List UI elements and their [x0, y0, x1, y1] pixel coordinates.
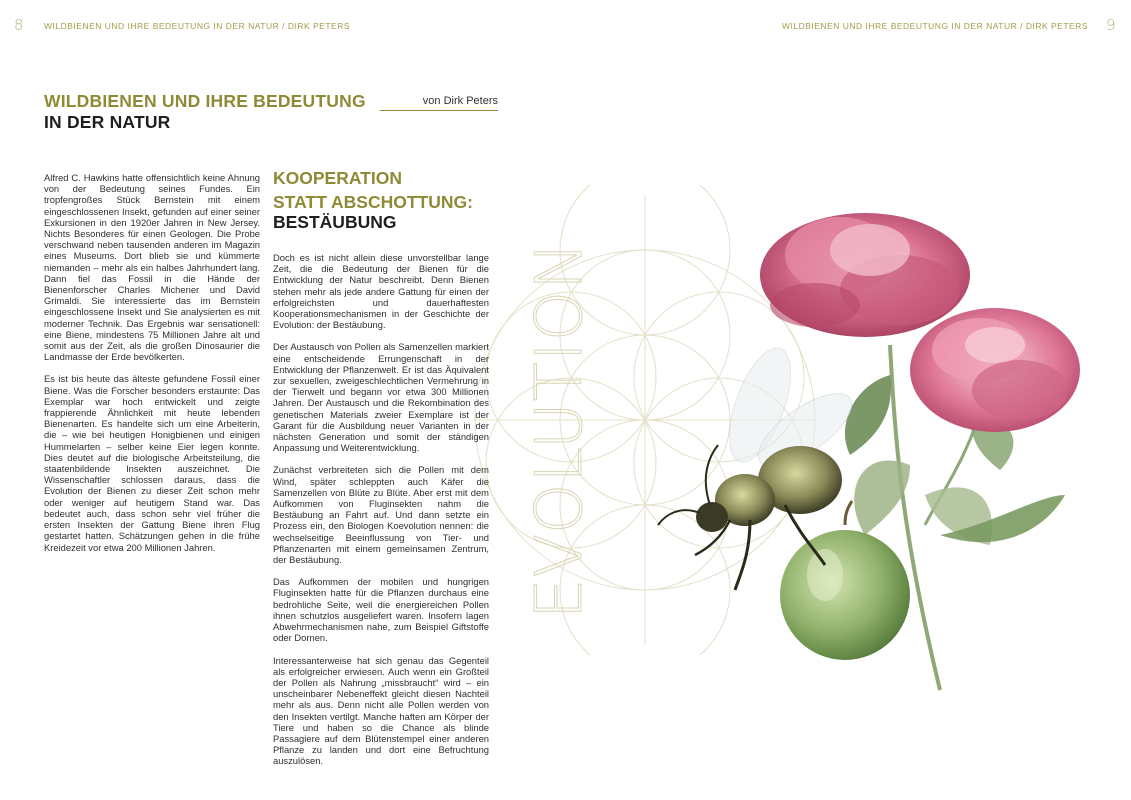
paragraph: Das Aufkommen der mobilen und hungrigen Fluginsekten hatte für die Pflanzen durchaus eine bedrohliche Seite, weil die energiereichen Pollen ihnen schutzlos ausgeliefert waren. Insofern lagen Abwehrmechanismen nahe, zum Beispiel Giftstoffe oder Dornen. — [273, 576, 489, 644]
subheading-line-1: KOOPERATION — [273, 168, 402, 188]
page-number-left: 8 — [14, 16, 24, 34]
leaf — [845, 375, 891, 455]
article-byline: von Dirk Peters — [380, 95, 498, 111]
paragraph: Alfred C. Hawkins hatte offensichtlich keine Ahnung von der Bedeutung seines Fundes. Ein tropfengroßes Stück Bernstein mit einem eingeschlossenen Insekt, gefunden auf einer seiner Exkursionen in den 1920er Jahren in New Jersey. Nichts Besonderes für einen Geologen. Die Probe verschwand neben tausenden anderen im Magazin eines Museums. Dort blieb sie und kümmerte niemanden – mehr als ein halbes Jahrhundert lang. Dann fiel das Fossil in die Hände der Bienenforscher Charles Michener und David Grimaldi. Sie interessierte das im Bernstein eingeschlossene Insekt und Sie analysierten es mit moderner Technik. Das Ergebnis war sensationell: eine Biene, mindestens 75 Millionen Jahre alt und somit aus der Zeit, als die großen Dinosaurier die Landmasse der Erde bevölkerten. — [44, 172, 260, 363]
running-head-right: WILDBIENEN UND IHRE BEDEUTUNG IN DER NATUR / DIRK PETERS — [781, 21, 1088, 31]
page-number-right: 9 — [1106, 16, 1116, 34]
paragraph: Interessanterweise hat sich genau das Gegenteil als erfolgreicher erwiesen. Auch wenn ein Großteil der Pollen als Nahrung „missbraucht“ wird – ein unscheinbarer Nebeneffekt gleicht diesen Nachteil mehr als aus. Denn nicht alle Pollen werden von den Insekten vertilgt. Manche haften am Körper der Tiere und haben so die Chance als blinde Passagiere auf dem Blütenstempel einer anderen Pflanze zu landen und dort eine Befruchtung auszulösen. — [273, 654, 489, 767]
paragraph: Es ist bis heute das älteste gefundene Fossil einer Biene. Was die Forscher besonders erstaunte: Das Exemplar war hoch entwickelt und zeigte frappierende Ähnlichkeit mit heute lebenden Bienenarten. Es handelte sich um eine Arbeiterin, die – wie bei heutigen Honigbienen und einigen Hummelarten – selber keine Eier legen konnte. Dies deutet auf die biologische Arbeitsteilung, die staatenbildende Insekten auszeichnet. Die Wissenschaftler schlossen daraus, dass die Evolution der Bienen zu dieser Zeit schon mehr oder weniger auf heutigem Stand war. Das bedeutet auch, dass schon sehr viel früher die ersten Insekten der Gattung Biene ihren Flug gestartet hatten. Schätzungen gehen in die frühe Kreidezeit vor etwa 200 Millionen Jahren. — [44, 373, 260, 553]
green-apple — [780, 501, 910, 660]
middle-text-column — [273, 252, 489, 778]
article-title-line-2: IN DER NATUR — [44, 112, 171, 132]
bee-peony-apple-illustration — [640, 195, 1100, 705]
peony-flower-small — [910, 308, 1080, 432]
running-head-left: WILDBIENEN UND IHRE BEDEUTUNG IN DER NATUR / DIRK PETERS — [44, 21, 351, 31]
paragraph: Doch es ist nicht allein diese unvorstellbar lange Zeit, die die Bedeutung der Bienen für die Entwicklung der Natur beschreibt. Denn Bienen stehen mehr als jede andere Gattung für einen der erfolgreichsten und dauerhaftesten Kooperationsmechanismen in der Geschichte der Evolution: der Bestäubung. — [273, 252, 489, 331]
article-title-line-1: WILDBIENEN UND IHRE BEDEUTUNG — [44, 91, 366, 111]
paragraph: Der Austausch von Pollen als Samenzellen markiert eine entscheidende Errungenschaft in der Entwicklung der Pflanzenwelt. Er ist das Äquivalent zur sexuellen, zweigeschlechtlichen Vermehrung in der Tierwelt und begann vor etwa 300 Millionen Jahren. Der Austausch und die Rekombination des genetischen Materials zweier Exemplare ist der Garant für die Ausbildung neuer Varianten in der nächsten Generation und somit der ständigen Anpassung und Weiterentwicklung. — [273, 341, 489, 454]
paragraph: Zunächst verbreiteten sich die Pollen mit dem Wind, später schleppten auch Käfer die Samenzellen von Blüte zu Blüte. Aber erst mit dem Aufkommen von Fluginsekten nahm die Bestäubung an Fahrt auf. Und dann setzte ein Prozess ein, den Biologen Koevolution nennen: die wechselseitige Beeinflussung von Tier- und Pflanzenarten mit einem gemeinsamen Zentrum, der Bestäubung. — [273, 464, 489, 566]
left-text-column — [44, 172, 260, 564]
subheading-line-2: STATT ABSCHOTTUNG: — [273, 192, 473, 212]
evolution-vertical-word: EVOLUTION — [523, 241, 597, 619]
peony-flower-large — [760, 213, 970, 337]
subheading-line-3: BESTÄUBUNG — [273, 212, 397, 232]
subheading-kooperation — [273, 166, 473, 214]
